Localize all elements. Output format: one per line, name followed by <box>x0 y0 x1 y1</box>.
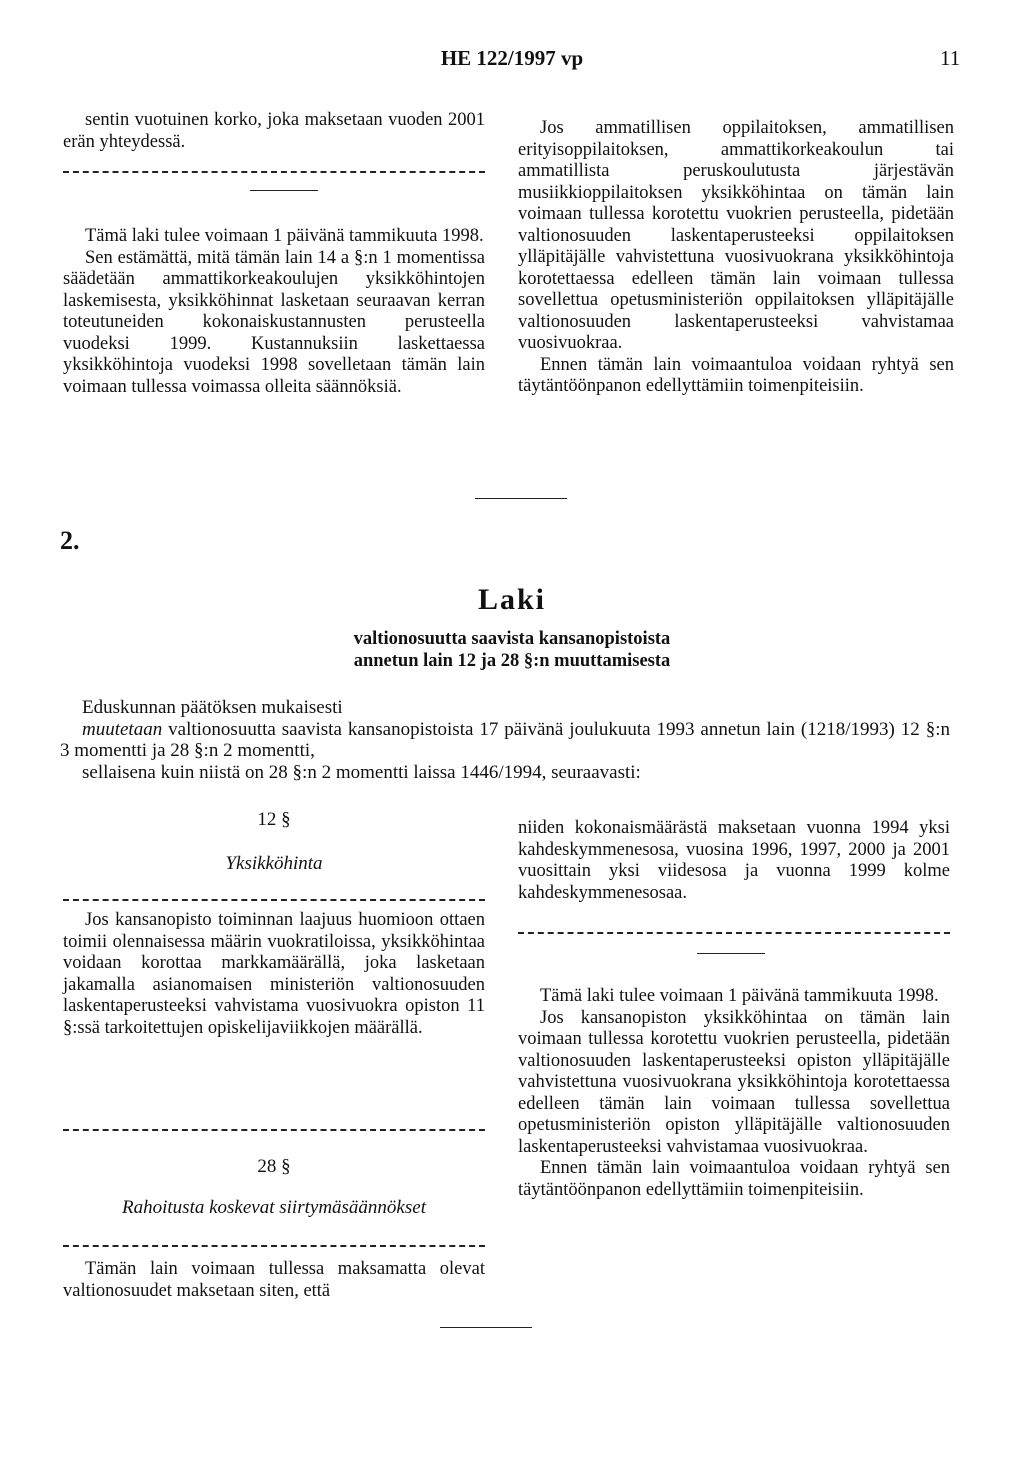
preamble-line: sellaisena kuin niistä on 28 §:n 2 momentti laissa 1446/1994, seuraavasti: <box>82 761 641 783</box>
paragraph: sentin vuotuinen korko, joka maksetaan vuoden 2001 erän yhteydessä. <box>63 110 485 152</box>
law-subtitle <box>0 628 1024 672</box>
section-title: Yksikköhinta <box>225 853 323 874</box>
omission-dash-line <box>63 899 485 901</box>
paragraph: Jos kansanopisto toiminnan laajuus huomioon ottaen toimii olennaisessa määrin vuokratiloissa, yksikköhintaa voidaan korottaa markkamäärällä, joka lasketaan jakamalla asianomaisen ministeriön valtionosuuden laskentaperusteeksi vahvistama vuosivuokra opiston 11 §:ssä tarkoitettujen opiskelijaviikkojen määrällä. <box>63 910 485 1038</box>
section-title: Rahoitusta koskevat siirtymäsäännökset <box>122 1197 426 1218</box>
top-left-column <box>63 110 485 153</box>
law-number: 2. <box>60 526 80 555</box>
omission-dash-line <box>518 932 950 934</box>
separator-rule <box>697 953 765 954</box>
law-subtitle-line: valtionosuutta saavista kansanopistoista <box>353 629 671 649</box>
paragraph: Sen estämättä, mitä tämän lain 14 a §:n 1 momentissa säädetään ammattikorkeakoulujen yksikköhintojen laskemisesta, yksikköhinnat lasketaan seuraavan kerran toteutuneiden kokonaiskustannusten perusteella vuodeksi 1999. Kustannuksiin laskettaessa yksikköhintoja vuodeksi 1998 sovelletaan tämän lain voimaan tullessa voimassa olleita säännöksiä. <box>63 247 485 397</box>
paragraph: Jos kansanopiston yksikköhintaa on tämän lain voimaan tullessa korotettu vuokrien perusteella, pidetään valtionosuuden laskentaperusteeksi opiston ylläpitäjälle vahvistettuna vuosivuokrana yksikköhintoja korotettaessa edelleen tämän lain voimaan tullessa sovellettua opetusministeriön opiston ylläpitäjälle valtionosuuden laskentaperusteeksi vahvistamaa vuosivuokraa. <box>518 1007 950 1157</box>
preamble-line <box>60 719 950 762</box>
omission-dash-line <box>63 171 485 173</box>
section12-text <box>63 910 485 1039</box>
separator-rule <box>475 498 567 499</box>
omission-dash-line <box>63 1245 485 1247</box>
bottom-right-column <box>518 818 950 904</box>
law-preamble <box>60 697 950 783</box>
omission-dash-line <box>63 1129 485 1131</box>
preamble-verb: muutetaan <box>82 718 163 740</box>
paragraph: niiden kokonaismäärästä maksetaan vuonna 1994 yksi kahdeskymmenesosa, vuosina 1996, 1997, 2000 ja 2001 vuosittain yksi viidesosa ja vuonna 1999 kolme kahdeskymmenesosaa. <box>518 818 950 903</box>
preamble-line: Eduskunnan päätöksen mukaisesti <box>82 697 343 718</box>
paragraph: Ennen tämän lain voimaantuloa voidaan ryhtyä sen täytäntöönpanon edellyttämiin toimenpiteisiin. <box>518 1158 950 1200</box>
paragraph: Jos ammatillisen oppilaitoksen, ammatillisen erityisoppilaitoksen, ammattikorkeakoulun tai ammatillista peruskoulutusta järjestävän musiikkioppilaitoksen yksikköhintaa on tämän lain voimaan tullessa korotettu vuokrien perusteella, pidetään valtionosuuden laskentaperusteeksi oppilaitoksen ylläpitäjälle vahvistettuna vuosivuokrana yksikköhintoja korotettaessa edelleen tämän lain voimaan tullessa sovellettua opetusministeriön oppilaitoksen ylläpitäjälle valtionosuuden laskentaperusteeksi vahvistamaa vuosivuokraa. <box>518 118 954 353</box>
page-header-title: HE 122/1997 vp <box>440 46 584 70</box>
separator-rule <box>250 190 318 191</box>
paragraph: Tämän lain voimaan tullessa maksamatta olevat valtionosuudet maksetaan siten, että <box>63 1259 485 1301</box>
paragraph: Tämä laki tulee voimaan 1 päivänä tammikuuta 1998. <box>540 986 939 1006</box>
section-number: 28 § <box>257 1156 291 1177</box>
page-number: 11 <box>940 46 961 70</box>
law-subtitle-line: annetun lain 12 ja 28 §:n muuttamisesta <box>353 651 671 671</box>
paragraph: Ennen tämän lain voimaantuloa voidaan ryhtyä sen täytäntöönpanon edellyttämiin toimenpiteisiin. <box>518 354 954 396</box>
preamble-text: valtionosuutta saavista kansanopistoista 17 päivänä joulukuuta 1993 annetun lain (1218/1993) 12 §:n 3 momentti ja 28 §:n 2 momentti, <box>60 718 950 761</box>
section28-text <box>63 1259 485 1302</box>
section-number: 12 § <box>257 809 291 830</box>
paragraph: Tämä laki tulee voimaan 1 päivänä tammikuuta 1998. <box>85 226 484 246</box>
top-right-column <box>518 118 954 398</box>
law-title: Laki <box>477 583 547 616</box>
top-left-column-continued <box>63 226 485 398</box>
separator-rule <box>440 1327 532 1328</box>
bottom-right-column-continued <box>518 986 950 1201</box>
